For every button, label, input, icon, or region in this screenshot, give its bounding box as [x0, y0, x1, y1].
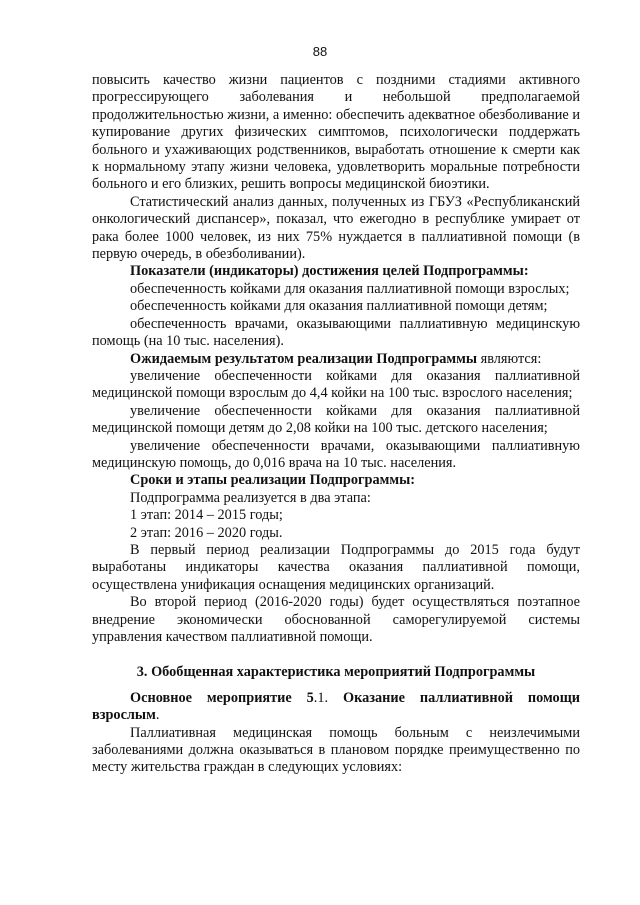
main-activity-dot: .	[155, 707, 160, 724]
page-number: 88	[312, 44, 328, 59]
stage-item: 1 этап: 2014 – 2015 годы;	[130, 507, 283, 524]
heading-stages: Сроки и этапы реализации Подпрограммы:	[130, 472, 416, 489]
paragraph-palliative-care: Паллиативная медицинская помощь больным с неизлечимыми заболеваниями должна оказываться в плановом порядке преимущественно по месту жительства граждан в следующих условиях:	[92, 724, 580, 776]
result-item: увеличение обеспеченности койками для оказания паллиативной медицинской помощи детям до 2,08 койки на 100 тыс. детского населения;	[92, 402, 580, 437]
stages-intro: Подпрограмма реализуется в два этапа:	[130, 489, 371, 506]
heading-indicators: Показатели (индикаторы) достижения целей Подпрограммы:	[130, 263, 529, 280]
paragraph-goals: повысить качество жизни пациентов с поздними стадиями активного прогрессирующего заболевания и небольшой предполагаемой продолжительностью жизни, а именно: обеспечить адекватное обезболивание и купирование других физических симптомов, психологически поддержать больного и ухаживающих родственников, выработать отношение к смерти как к нормальному этапу жизни человека, удовлетворить моральные потребности больного и его близких, решить вопросы медицинской биоэтики.	[92, 72, 580, 193]
paragraph-statistics: Статистический анализ данных, полученных из ГБУЗ «Республиканский онкологический диспансер», показал, что ежегодно в республике умирает от рака более 1000 человек, из них 75% нуждается в паллиативной помощи (в первую очередь, в обезболивании).	[92, 193, 580, 263]
stage-item: 2 этап: 2016 – 2020 годы.	[130, 524, 283, 541]
paragraph-first-period: В первый период реализации Подпрограммы до 2015 года будут выработаны индикаторы качества оказания паллиативной помощи, осуществлена унификация оснащения медицинских организаций.	[92, 541, 580, 593]
heading-results-rest: являются:	[477, 350, 542, 367]
page-body	[92, 72, 580, 777]
paragraph-second-period: Во второй период (2016-2020 годы) будет осуществляться поэтапное внедрение экономически обоснованной саморегулируемой системы управления качеством паллиативной помощи.	[92, 594, 580, 645]
main-activity-heading	[92, 690, 580, 725]
main-activity-label: Основное мероприятие 5	[130, 689, 314, 706]
heading-results	[92, 351, 580, 368]
section-title: 3. Обобщенная характеристика мероприятий Подпрограммы	[136, 664, 536, 681]
main-activity-title: Оказание паллиативной помощи взрослым	[92, 689, 580, 724]
indicator-item: обеспеченность врачами, оказывающими паллиативную медицинскую помощь (на 10 тыс. населения).	[92, 315, 580, 350]
result-item: увеличение обеспеченности врачами, оказывающими паллиативную медицинскую помощь, до 0,016 врача на 10 тыс. населения.	[92, 437, 580, 471]
main-activity-number: .1.	[313, 689, 329, 706]
indicator-item: обеспеченность койками для оказания паллиативной помощи взрослых;	[130, 280, 570, 297]
result-item: увеличение обеспеченности койками для оказания паллиативной медицинской помощи взрослым до 4,4 койки на 100 тыс. взрослого населения;	[92, 367, 580, 402]
indicator-item: обеспеченность койками для оказания паллиативной помощи детям;	[130, 298, 548, 315]
heading-results-bold: Ожидаемым результатом реализации Подпрограммы	[130, 350, 478, 367]
